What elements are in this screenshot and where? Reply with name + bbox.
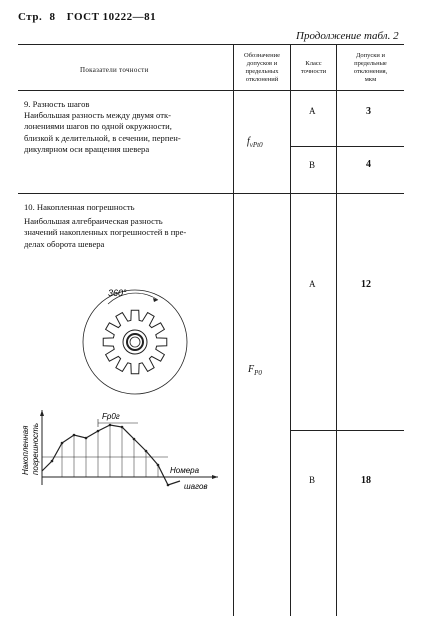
- section9-class-a: А: [309, 106, 316, 116]
- text-line: дикулярном оси вращения шевера: [24, 144, 150, 155]
- section10-text: [24, 216, 229, 250]
- x-label-1: Номера: [170, 466, 200, 475]
- y-label-1: Накопленная: [21, 425, 30, 475]
- section10-class-b: В: [309, 475, 316, 485]
- text-line: Наибольшая алгебраическая разность: [24, 216, 163, 226]
- col-tolerance-header: Допуски и предельные отклонения, мкм: [353, 52, 388, 83]
- gear-teeth-icon: [103, 310, 167, 374]
- col-divider-1: [233, 44, 234, 616]
- text-line: значений накопленных погрешностей в пре-: [24, 227, 187, 238]
- accumulated-error-graph: [18, 405, 233, 505]
- x-arrow-icon: [212, 475, 218, 479]
- section9-value-a: 3: [366, 106, 371, 117]
- text-line: лонениями шагов по одной окружности,: [24, 121, 172, 132]
- section10-title: 10. Накопленная погрешность: [24, 202, 135, 212]
- text-line: делах оборота шевера: [24, 238, 105, 249]
- page-prefix: Стр.: [18, 11, 43, 23]
- section9-title: 9. Разность шагов: [24, 99, 90, 109]
- bore-inner: [130, 337, 140, 347]
- section-rule: [18, 193, 404, 194]
- row-rule-10a: [290, 430, 404, 431]
- outer-circle: [83, 290, 187, 394]
- angle-label: 360°: [108, 288, 127, 298]
- col-divider-2: [290, 44, 291, 616]
- gear-figure: [80, 270, 200, 400]
- col-divider-3: [336, 44, 337, 616]
- text-line: Наибольшая разность между двумя отк-: [24, 110, 172, 120]
- y-label-2: погрешность: [31, 422, 40, 475]
- error-curve: [42, 425, 180, 485]
- page-number: 8: [49, 11, 56, 23]
- section9-text: [24, 110, 229, 156]
- row-rule-9a: [290, 146, 404, 147]
- bore-circle: [127, 334, 143, 350]
- header-bottom-rule: [18, 90, 404, 91]
- gear-outline: [103, 310, 167, 374]
- standard-id: ГОСТ 10222—81: [66, 11, 157, 23]
- col-indicators-header: Показатели точности: [80, 66, 149, 74]
- text-line: близкой к делительной, в сечении, перпен-: [24, 132, 181, 143]
- col-designation-header: Обозначение допусков и предельных отклонений: [244, 52, 280, 83]
- y-arrow-icon: [40, 410, 44, 416]
- section9-value-b: 4: [366, 159, 371, 170]
- section10-value-a: 12: [361, 279, 371, 290]
- section9-symbol: $f_{vPt0}$: [247, 136, 263, 149]
- section10-value-b: 18: [361, 475, 371, 486]
- col-class-header: Класс точности: [300, 60, 327, 75]
- page-header: [18, 11, 156, 23]
- section10-class-a: А: [309, 279, 316, 289]
- peak-label: Fр0г: [102, 412, 120, 421]
- continuation-label: Продолжение табл. 2: [296, 30, 399, 42]
- section10-symbol: $F_{P0}$: [248, 364, 262, 377]
- section9-class-b: В: [309, 160, 316, 170]
- hatch-lines: [62, 425, 158, 477]
- x-label-2: шагов: [184, 482, 208, 491]
- table-top-rule: [18, 44, 404, 45]
